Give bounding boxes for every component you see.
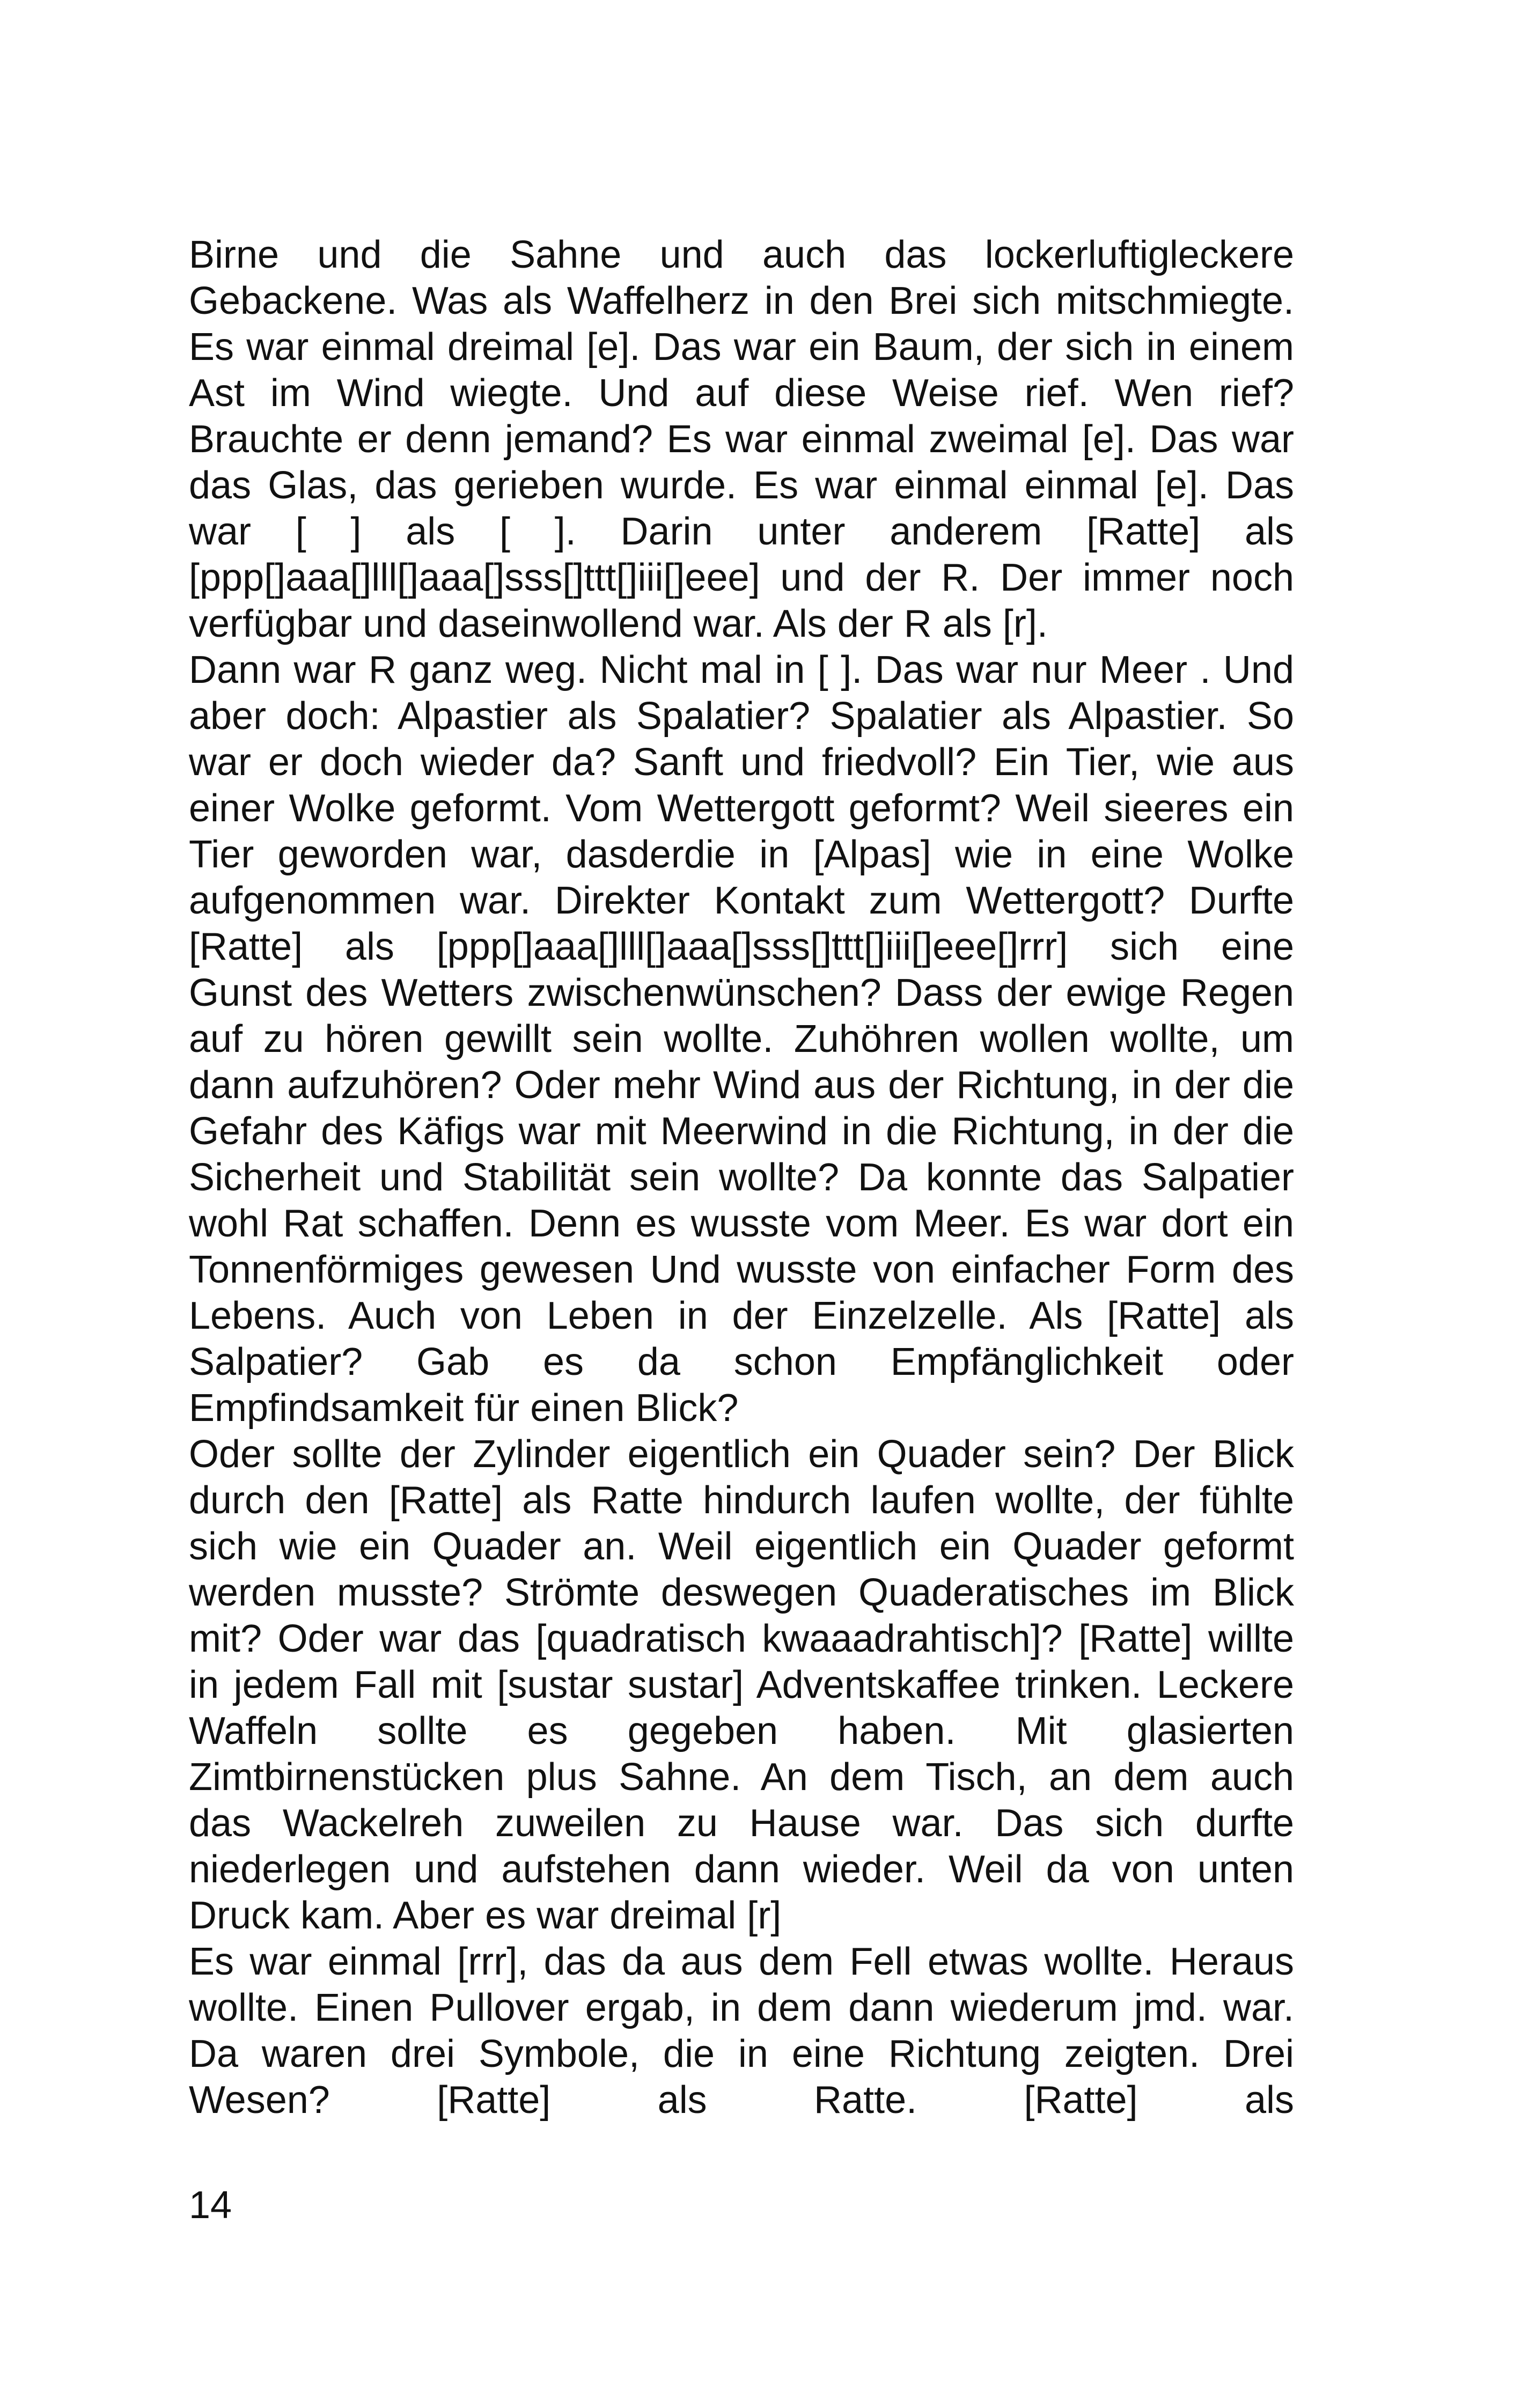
text-line: Salpatier? Gab es da schon Empfänglichkeit oder bbox=[189, 1341, 1294, 1383]
text-line: das Glas, das gerieben wurde. Es war einmal einmal [e]. Das bbox=[189, 464, 1294, 507]
text-line: Tonnenförmiges gewesen Und wusste von einfacher Form des bbox=[189, 1248, 1294, 1291]
text-line: Waffeln sollte es gegeben haben. Mit glasierten bbox=[189, 1710, 1294, 1752]
text-line: dann aufzuhören? Oder mehr Wind aus der Richtung, in der die bbox=[189, 1064, 1294, 1107]
text-line: war [ ] als [ ]. Darin unter anderem [Ratte] als bbox=[189, 510, 1294, 553]
text-line: Zimtbirnenstücken plus Sahne. An dem Tisch, an dem auch bbox=[189, 1756, 1294, 1799]
text-line: werden musste? Strömte deswegen Quaderatisches im Blick bbox=[189, 1571, 1294, 1614]
text-line: Sicherheit und Stabilität sein wollte? Da konnte das Salpatier bbox=[189, 1156, 1294, 1199]
text-line: Da waren drei Symbole, die in eine Richtung zeigten. Drei bbox=[189, 2033, 1294, 2075]
text-line: sich wie ein Quader an. Weil eigentlich ein Quader geformt bbox=[189, 1525, 1294, 1568]
text-line: Dann war R ganz weg. Nicht mal in [ ]. Das war nur Meer . Und bbox=[189, 649, 1294, 691]
text-line: Es war einmal dreimal [e]. Das war ein Baum, der sich in einem bbox=[189, 326, 1294, 369]
text-line: das Wackelreh zuweilen zu Hause war. Das sich durfte bbox=[189, 1802, 1294, 1845]
text-line: mit? Oder war das [quadratisch kwaaadrahtisch]? [Ratte] willte bbox=[189, 1617, 1294, 1660]
text-line: [Ratte] als [ppp[]aaa[]lll[]aaa[]sss[]ttt[]iii[]eee[]rrr] sich eine bbox=[189, 925, 1294, 968]
text-line: einer Wolke geformt. Vom Wettergott geformt? Weil sieeres ein bbox=[189, 787, 1294, 830]
text-line: Lebens. Auch von Leben in der Einzelzelle. Als [Ratte] als bbox=[189, 1294, 1294, 1337]
text-line: wohl Rat schaffen. Denn es wusste vom Meer. Es war dort ein bbox=[189, 1202, 1294, 1245]
text-line: Gebackene. Was als Waffelherz in den Brei sich mitschmiegte. bbox=[189, 279, 1294, 322]
text-line: Wesen? [Ratte] als Ratte. [Ratte] als bbox=[189, 2079, 1294, 2122]
text-line: aber doch: Alpastier als Spalatier? Spalatier als Alpastier. So bbox=[189, 695, 1294, 738]
text-line: Tier geworden war, dasderdie in [Alpas] wie in eine Wolke bbox=[189, 833, 1294, 876]
text-line: Gefahr des Käfigs war mit Meerwind in die Richtung, in der die bbox=[189, 1110, 1294, 1153]
text-line: Gunst des Wetters zwischenwünschen? Dass der ewige Regen bbox=[189, 971, 1294, 1014]
text-line: Birne und die Sahne und auch das lockerluftigleckere bbox=[189, 233, 1294, 276]
text-line: in jedem Fall mit [sustar sustar] Adventskaffee trinken. Leckere bbox=[189, 1663, 1294, 1706]
text-line: wollte. Einen Pullover ergab, in dem dann wiederum jmd. war. bbox=[189, 1986, 1294, 2029]
text-line: Es war einmal [rrr], das da aus dem Fell etwas wollte. Heraus bbox=[189, 1940, 1294, 1983]
text-line: Druck kam. Aber es war dreimal [r] bbox=[189, 1894, 782, 1937]
text-line: auf zu hören gewillt sein wollte. Zuhöhren wollen wollte, um bbox=[189, 1018, 1294, 1061]
body-text bbox=[189, 232, 1294, 2123]
page-number: 14 bbox=[189, 2184, 232, 2227]
text-line: Oder sollte der Zylinder eigentlich ein Quader sein? Der Blick bbox=[189, 1433, 1294, 1476]
text-line: [ppp[]aaa[]lll[]aaa[]sss[]ttt[]iii[]eee] und der R. Der immer noch bbox=[189, 556, 1294, 599]
text-line: niederlegen und aufstehen dann wieder. Weil da von unten bbox=[189, 1848, 1294, 1891]
text-line: Brauchte er denn jemand? Es war einmal zweimal [e]. Das war bbox=[189, 418, 1294, 461]
text-line: aufgenommen war. Direkter Kontakt zum Wettergott? Durfte bbox=[189, 879, 1294, 922]
text-line: Ast im Wind wiegte. Und auf diese Weise rief. Wen rief? bbox=[189, 372, 1294, 415]
text-line: Empfindsamkeit für einen Blick? bbox=[189, 1387, 739, 1430]
text-line: durch den [Ratte] als Ratte hindurch laufen wollte, der fühlte bbox=[189, 1479, 1294, 1522]
text-line: verfügbar und daseinwollend war. Als der R als [r]. bbox=[189, 602, 1048, 645]
text-line: war er doch wieder da? Sanft und friedvoll? Ein Tier, wie aus bbox=[189, 741, 1294, 784]
